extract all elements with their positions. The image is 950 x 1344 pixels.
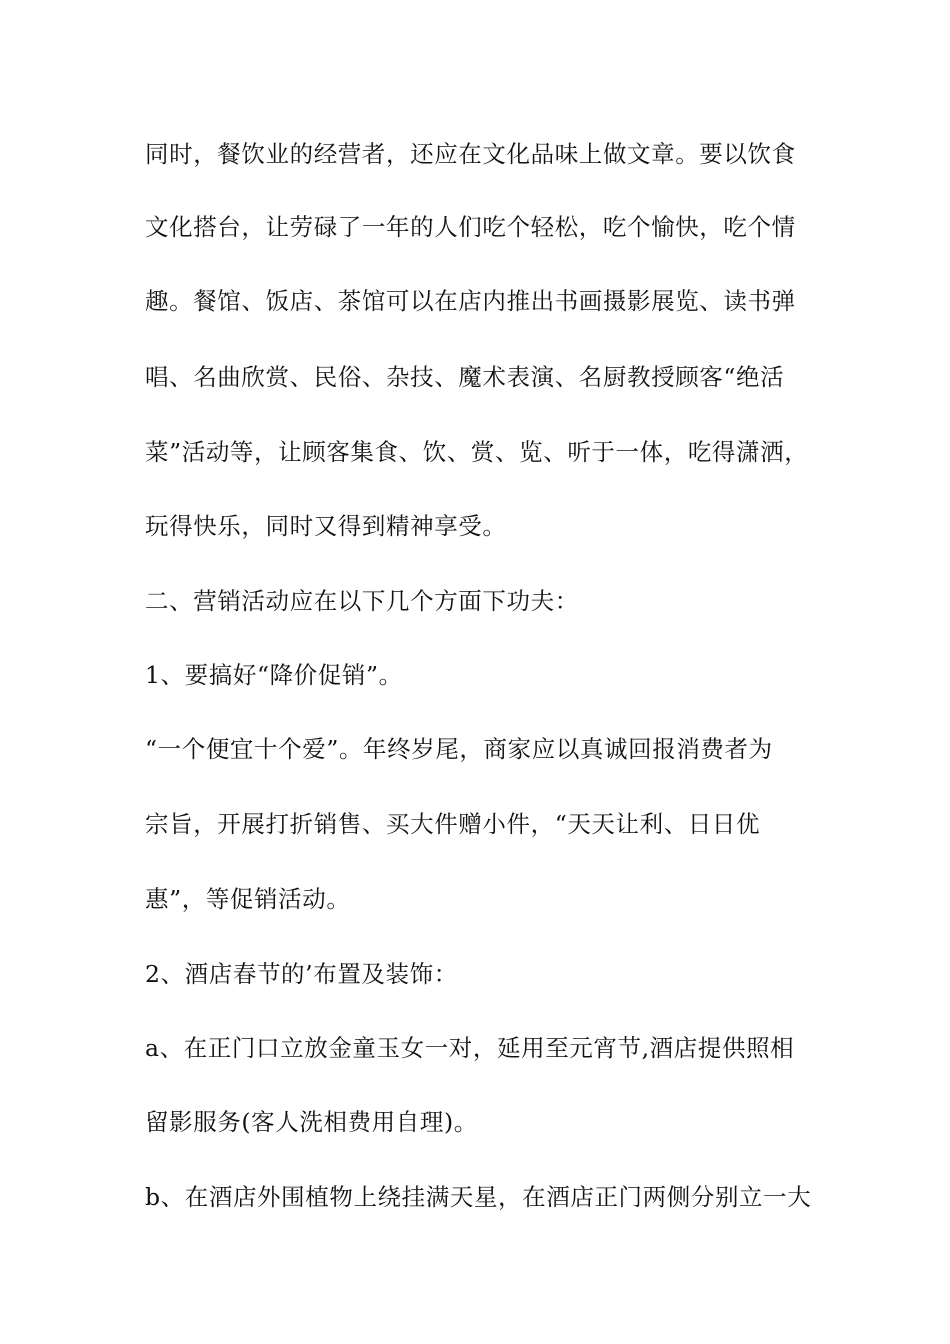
text-line-6: 玩得快乐，同时又得到精神享受。 xyxy=(145,512,507,540)
item-heading-2: 2、酒店春节的’布置及装饰： xyxy=(145,960,458,988)
text-line-15: b、在酒店外围植物上绕挂满天星，在酒店正门两侧分别立一大 xyxy=(145,1183,812,1211)
text-line-9: “一个便宜十个爱”。年终岁尾，商家应以真诚回报消费者为 xyxy=(145,735,773,763)
text-line-14: 留影服务(客人洗相费用自理)。 xyxy=(145,1108,478,1136)
text-line-10: 宗旨，开展打折销售、买大件赠小件，“天天让利、日日优 xyxy=(145,810,761,838)
text-line-13: a、在正门口立放金童玉女一对，延用至元宵节,酒店提供照相 xyxy=(145,1034,795,1062)
text-line-5: 菜”活动等，让顾客集食、饮、赏、览、听于一体，吃得潇洒， xyxy=(145,438,809,466)
text-line-4: 唱、名曲欣赏、民俗、杂技、魔术表演、名厨教授顾客“绝活 xyxy=(145,363,785,391)
text-line-11: 惠”，等促销活动。 xyxy=(145,885,351,913)
text-line-3: 趣。餐馆、饭店、茶馆可以在店内推出书画摄影展览、读书弹 xyxy=(145,287,796,315)
text-line-2: 文化搭台，让劳碌了一年的人们吃个轻松，吃个愉快，吃个情 xyxy=(145,213,796,241)
text-line-1: 同时，餐饮业的经营者，还应在文化品味上做文章。要以饮食 xyxy=(145,140,796,168)
section-heading: 二、营销活动应在以下几个方面下功夫： xyxy=(145,587,579,615)
item-heading-1: 1、要搞好“降价促销”。 xyxy=(145,661,403,689)
